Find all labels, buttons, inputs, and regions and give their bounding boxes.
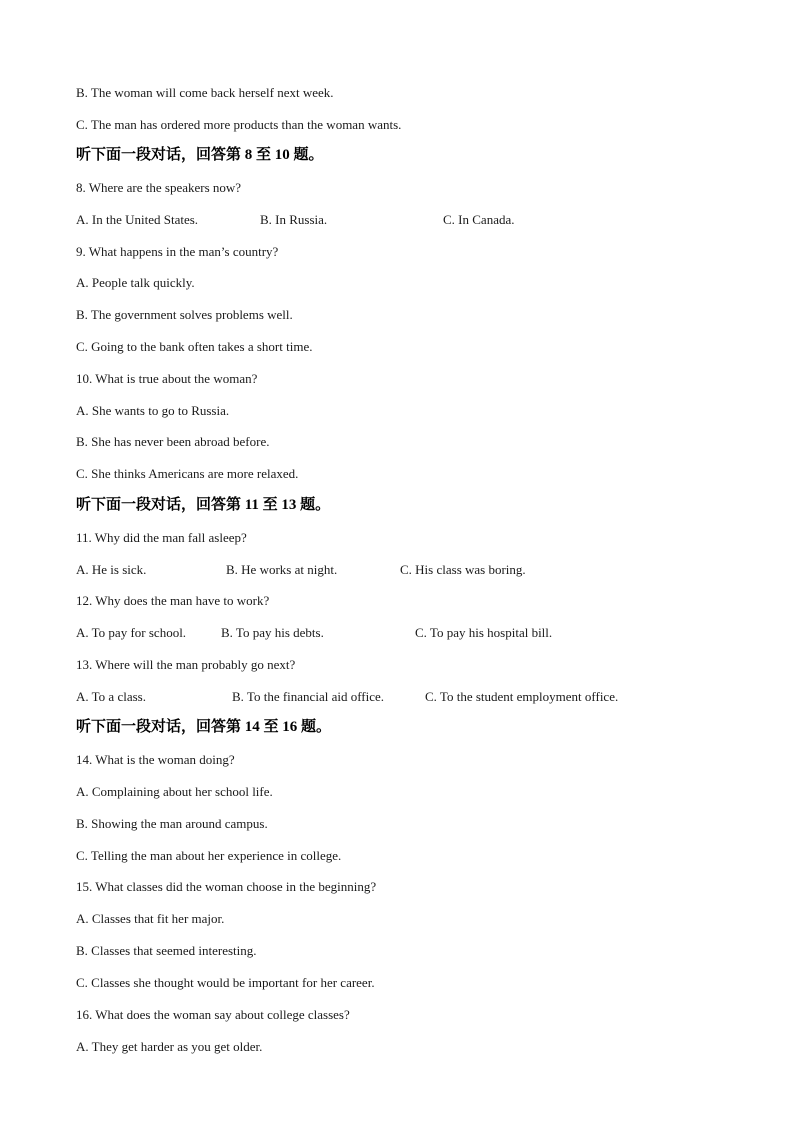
option-13c: C. To the student employment office. [425, 689, 619, 704]
question-16: 16. What does the woman say about college classes? [76, 1007, 350, 1022]
option-14b: B. Showing the man around campus. [76, 816, 268, 831]
option-11a: A. He is sick. [76, 562, 147, 577]
option-13a: A. To a class. [76, 689, 146, 704]
option-14a: A. Complaining about her school life. [76, 784, 273, 799]
option-9c: C. Going to the bank often takes a short time. [76, 339, 313, 354]
option-11c: C. His class was boring. [400, 562, 526, 577]
question-13: 13. Where will the man probably go next? [76, 657, 296, 672]
option-15c: C. Classes she thought would be important for her career. [76, 975, 375, 990]
option-10a: A. She wants to go to Russia. [76, 403, 230, 418]
option-8a: A. In the United States. [76, 212, 199, 227]
question-8-options [76, 212, 676, 228]
question-12-options [76, 625, 696, 641]
section-heading-14-16: 听下面一段对话，回答第 14 至 16 题。 [76, 719, 332, 735]
option-15a: A. Classes that fit her major. [76, 911, 225, 926]
option-8b: B. In Russia. [260, 212, 328, 227]
question-8: 8. Where are the speakers now? [76, 180, 242, 195]
option-10b: B. She has never been abroad before. [76, 434, 270, 449]
option-14c: C. Telling the man about her experience in college. [76, 848, 342, 863]
section-heading-8-10: 听下面一段对话，回答第 8 至 10 题。 [76, 147, 324, 163]
question-12: 12. Why does the man have to work? [76, 593, 270, 608]
option-10c: C. She thinks Americans are more relaxed. [76, 466, 299, 481]
option-12c: C. To pay his hospital bill. [415, 625, 553, 640]
option-15b: B. Classes that seemed interesting. [76, 943, 257, 958]
option-12b: B. To pay his debts. [221, 625, 324, 640]
section-heading-11-13: 听下面一段对话，回答第 11 至 13 题。 [76, 497, 331, 513]
option-7c: C. The man has ordered more products than the woman wants. [76, 117, 402, 132]
option-9b: B. The government solves problems well. [76, 307, 293, 322]
question-9: 9. What happens in the man’s country? [76, 244, 279, 259]
option-13b: B. To the financial aid office. [232, 689, 385, 704]
question-11: 11. Why did the man fall asleep? [76, 530, 247, 545]
question-11-options [76, 562, 696, 578]
option-7b: B. The woman will come back herself next week. [76, 85, 334, 100]
option-8c: C. In Canada. [443, 212, 515, 227]
option-12a: A. To pay for school. [76, 625, 187, 640]
option-11b: B. He works at night. [226, 562, 338, 577]
option-16a: A. They get harder as you get older. [76, 1039, 263, 1054]
question-10: 10. What is true about the woman? [76, 371, 258, 386]
question-13-options [76, 689, 716, 705]
question-14: 14. What is the woman doing? [76, 752, 235, 767]
option-9a: A. People talk quickly. [76, 275, 195, 290]
question-15: 15. What classes did the woman choose in the beginning? [76, 879, 377, 894]
